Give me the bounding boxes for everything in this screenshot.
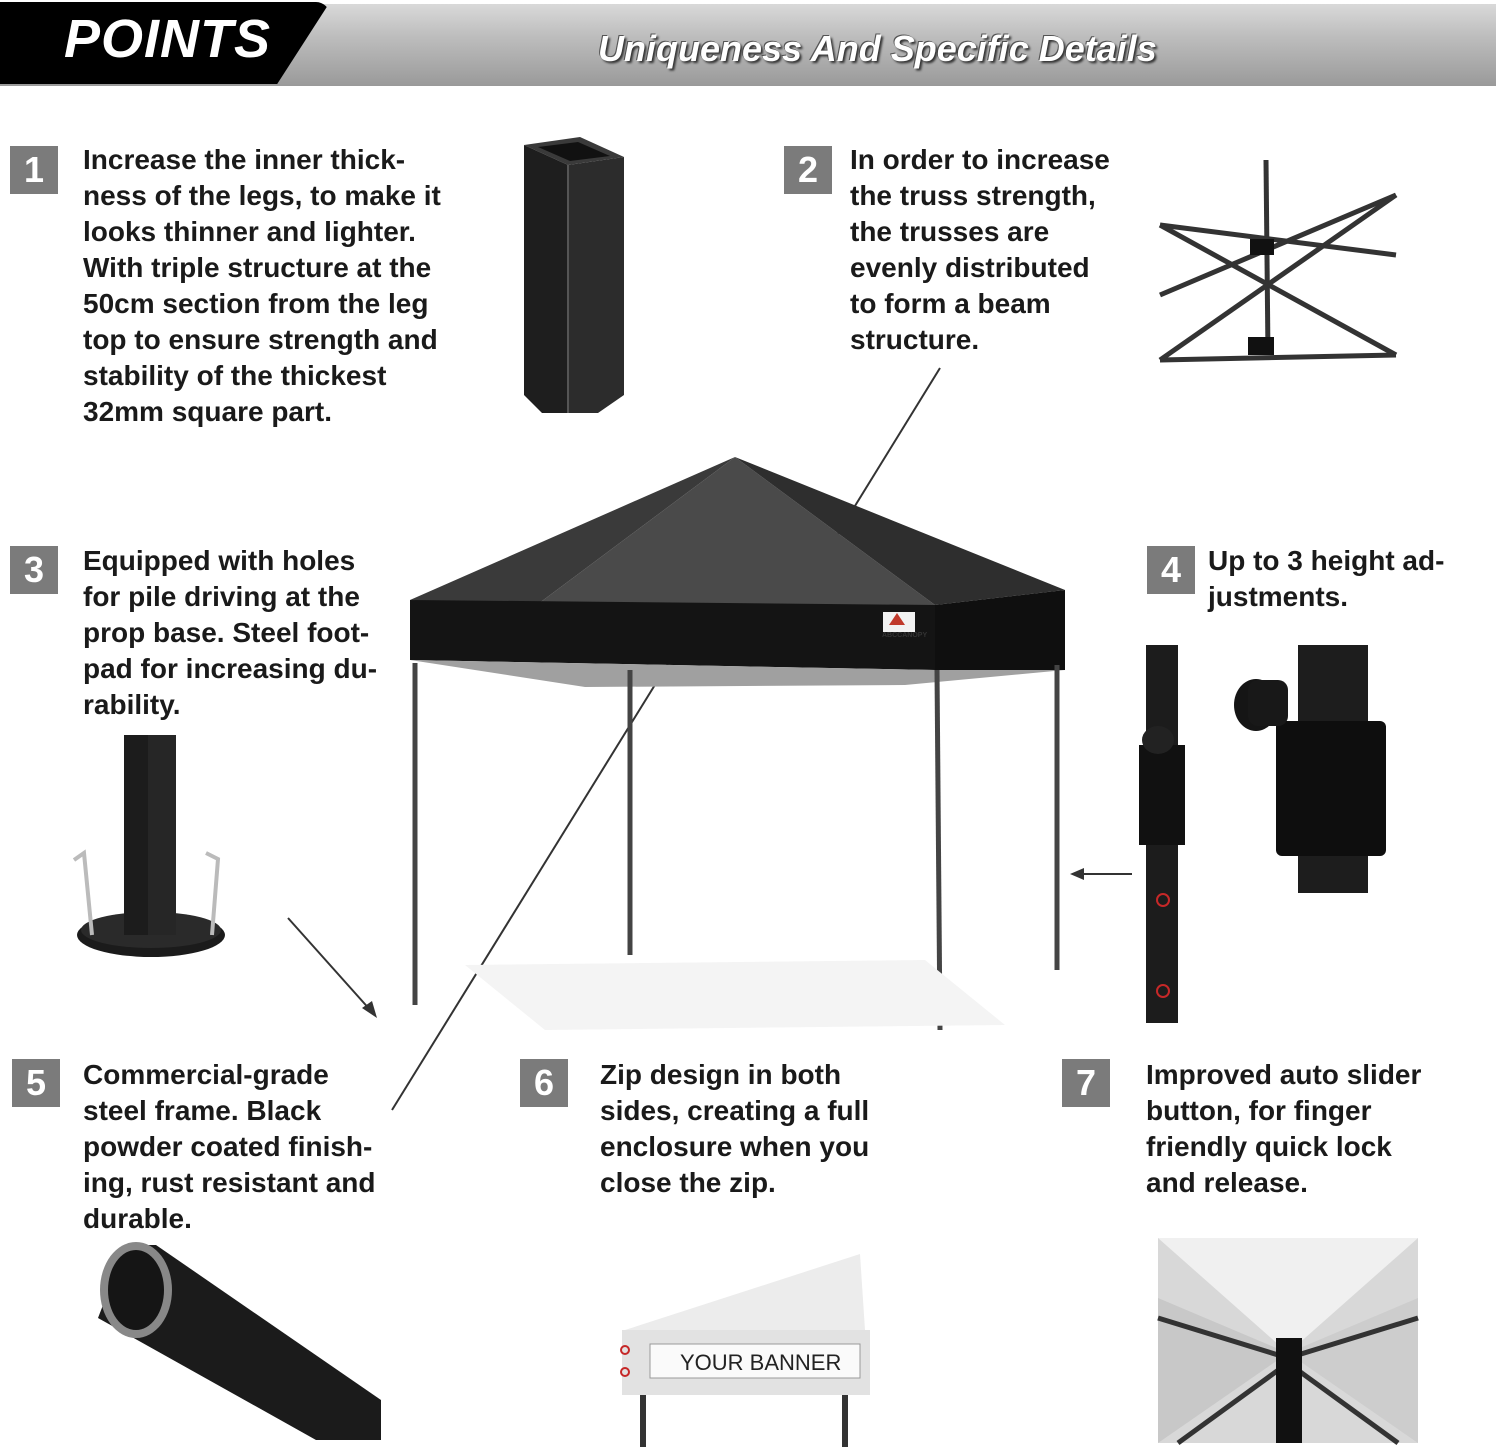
feature-7-text: Improved auto slider button, for finger friendly quick lock and release. [1146, 1059, 1422, 1198]
brand-logo-label: ABCCANOPY [882, 632, 928, 639]
feature-2-text: In order to increase the truss strength, the trusses are evenly distributed to form a beam structure. [850, 144, 1110, 355]
feature-7-number: 7 [1062, 1059, 1110, 1107]
page-subtitle: Uniqueness And Specific Details [598, 28, 1157, 69]
page-title: POINTS [64, 9, 272, 69]
height-adjust-illustration [1136, 645, 1406, 1025]
feature-6-text: Zip design in both sides, creating a full enclosure when you close the zip. [600, 1059, 870, 1198]
slider-illustration [1158, 1238, 1418, 1443]
feature-2-number: 2 [784, 146, 832, 194]
feature-4-number: 4 [1147, 546, 1195, 594]
feature-5-text: Commercial-grade steel frame. Black powder coated finish- ing, rust resistant and durable. [83, 1059, 376, 1234]
feature-1-number: 1 [10, 146, 58, 194]
feature-6-number: 6 [520, 1059, 568, 1107]
banner-label: YOUR BANNER [680, 1350, 842, 1375]
feature-4-text: Up to 3 height ad- justments. [1208, 545, 1445, 612]
feature-5-number: 5 [12, 1059, 60, 1107]
canopy-tent-illustration [405, 455, 1070, 1035]
feature-3-number: 3 [10, 546, 58, 594]
feature-1-text: Increase the inner thick- ness of the legs, to make it looks thinner and lighter. With triple structure at the 50cm section from the leg top to ensure strength and stability of the thickest 32mm square part. [83, 144, 441, 427]
feature-3-text: Equipped with holes for pile driving at the prop base. Steel foot- pad for increasing du- rability. [83, 545, 378, 720]
oval-tube-illustration [96, 1240, 386, 1440]
